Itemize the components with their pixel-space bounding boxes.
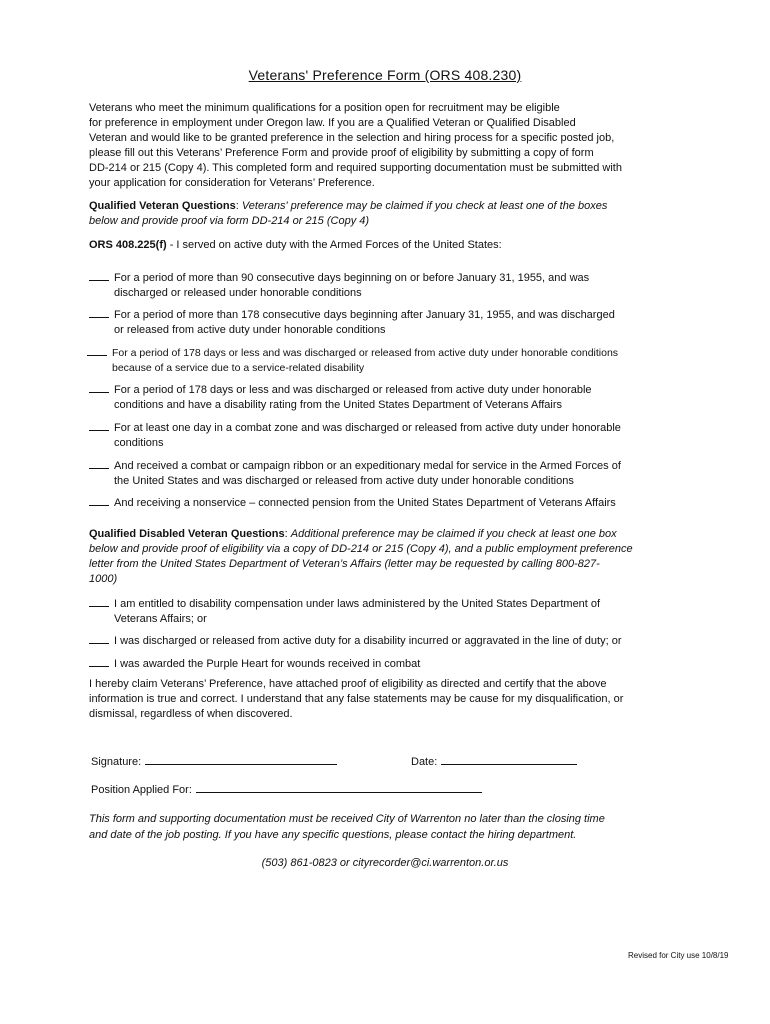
intro-line: Veteran and would like to be granted preference in the selection and hiring process for a specific posted job,	[89, 132, 615, 144]
qualified-veteran-instructions-cont: below and provide proof via form DD-214 or 215 (Copy 4)	[89, 215, 370, 227]
option-text: And received a combat or campaign ribbon or an expeditionary medal for service in the Armed Forces of	[114, 460, 621, 472]
disabled-veteran-label: Qualified Disabled Veteran Questions	[89, 528, 285, 540]
option-text: For a period of 178 days or less and was discharged or released from active duty under honorable	[114, 384, 592, 396]
option-text: I was discharged or released from active duty for a disability incurred or aggravated in the line of duty; or	[114, 635, 622, 647]
checkbox-blank[interactable]	[89, 656, 109, 667]
option-text: And receiving a nonservice – connected pension from the United States Department of Veterans Affairs	[114, 497, 616, 509]
checkbox-blank[interactable]	[89, 382, 109, 393]
option-text-cont: discharged or released under honorable conditions	[114, 287, 362, 299]
checkbox-blank[interactable]	[89, 495, 109, 506]
veteran-option-5[interactable]	[89, 420, 689, 451]
checkbox-blank[interactable]	[89, 420, 109, 431]
checkbox-blank[interactable]	[89, 270, 109, 281]
certification-paragraph	[89, 677, 689, 722]
intro-line: DD-214 or 215 (Copy 4). This completed form and required supporting documentation must be submitted with	[89, 162, 622, 174]
intro-line: for preference in employment under Oregon law. If you are a Qualified Veteran or Qualified Disabled	[89, 117, 576, 129]
certification-line: dismissal, regardless of when discovered.	[89, 708, 293, 720]
option-text-cont: conditions	[114, 437, 164, 449]
option-text-cont: conditions and have a disability rating from the United States Department of Veterans Affairs	[114, 399, 562, 411]
veteran-option-1[interactable]	[89, 270, 689, 301]
checkbox-blank[interactable]	[89, 633, 109, 644]
option-text: For a period of more than 178 consecutive days beginning after January 31, 1955, and was discharged	[114, 309, 615, 321]
position-label: Position Applied For:	[91, 784, 192, 796]
date-field[interactable]	[411, 753, 577, 769]
contact-info: (503) 861-0823 or cityrecorder@ci.warrenton.or.us	[261, 857, 509, 869]
qualified-veteran-label: Qualified Veteran Questions	[89, 200, 236, 212]
closing-note	[89, 811, 689, 843]
form-title: Veterans' Preference Form (ORS 408.230)	[248, 67, 522, 83]
checkbox-blank[interactable]	[89, 307, 109, 318]
intro-line: please fill out this Veterans’ Preference Form and provide proof of eligibility by submitting a copy of form	[89, 147, 594, 159]
option-text: For a period of 178 days or less and was discharged or released from active duty under honorable conditions	[112, 347, 619, 359]
disabled-instructions-cont: 1000)	[89, 573, 118, 585]
certification-line: information is true and correct. I understand that any false statements may be cause for my disqualification, or	[89, 693, 624, 705]
option-text: I am entitled to disability compensation under laws administered by the United States Department of	[114, 598, 601, 610]
veteran-option-2[interactable]	[89, 307, 689, 338]
qualified-veteran-instructions: Veterans' preference may be claimed if you check at least one of the boxes	[241, 200, 608, 212]
option-text: For a period of more than 90 consecutive days beginning on or before January 31, 1955, and was	[114, 272, 590, 284]
date-line[interactable]	[441, 753, 577, 765]
veteran-option-3[interactable]	[87, 345, 707, 376]
intro-paragraph	[89, 101, 689, 191]
signature-line[interactable]	[145, 753, 337, 765]
veteran-option-4[interactable]	[89, 382, 689, 413]
option-text-cont: Veterans Affairs; or	[114, 613, 207, 625]
checkbox-blank[interactable]	[89, 596, 109, 607]
position-line[interactable]	[196, 781, 482, 793]
ors-text: - I served on active duty with the Armed Forces of the United States:	[166, 239, 502, 251]
veteran-option-6[interactable]	[89, 458, 689, 489]
intro-line: your application for consideration for Veterans’ Preference.	[89, 177, 375, 189]
option-text-cont: or released from active duty under honorable conditions	[114, 324, 386, 336]
ors-label: ORS 408.225(f)	[89, 239, 167, 251]
colon: :	[284, 528, 291, 540]
certification-line: I hereby claim Veterans’ Preference, have attached proof of eligibility as directed and certify that the above	[89, 678, 607, 690]
option-text-cont: because of a service due to a service-related disability	[112, 362, 365, 374]
closing-line: and date of the job posting. If you have any specific questions, please contact the hiring department.	[89, 829, 577, 841]
option-text-cont: the United States and was discharged or released from active duty under honorable conditions	[114, 475, 574, 487]
closing-line: This form and supporting documentation must be received City of Warrenton no later than the closing time	[89, 813, 605, 825]
disabled-option-3[interactable]	[89, 656, 689, 672]
option-text: I was awarded the Purple Heart for wounds received in combat	[114, 658, 421, 670]
intro-line: Veterans who meet the minimum qualifications for a position open for recruitment may be eligible	[89, 102, 560, 114]
signature-label: Signature:	[91, 756, 142, 768]
disabled-option-2[interactable]	[89, 633, 689, 649]
disabled-option-1[interactable]	[89, 596, 689, 627]
qualified-veteran-heading	[89, 199, 689, 229]
option-text: For at least one day in a combat zone and was discharged or released from active duty under honorable	[114, 422, 621, 434]
checkbox-blank[interactable]	[89, 458, 109, 469]
disabled-veteran-heading	[89, 527, 689, 587]
signature-field[interactable]	[91, 753, 337, 769]
checkbox-blank[interactable]	[87, 345, 107, 356]
position-field[interactable]	[91, 781, 482, 797]
disabled-instructions: Additional preference may be claimed if you check at least one box	[290, 528, 617, 540]
revision-note: Revised for City use 10/8/19	[628, 951, 729, 960]
disabled-instructions-cont: below and provide proof of eligibility via a copy of DD-214 or 215 (Copy 4), and a public employment preference	[89, 543, 633, 555]
ors-statement	[89, 238, 689, 253]
colon: :	[235, 200, 242, 212]
disabled-instructions-cont: letter from the United States Department of Veteran’s Affairs (letter may be requested by calling 800-827-	[89, 558, 600, 570]
date-label: Date:	[411, 756, 438, 768]
veteran-option-7[interactable]	[89, 495, 689, 511]
